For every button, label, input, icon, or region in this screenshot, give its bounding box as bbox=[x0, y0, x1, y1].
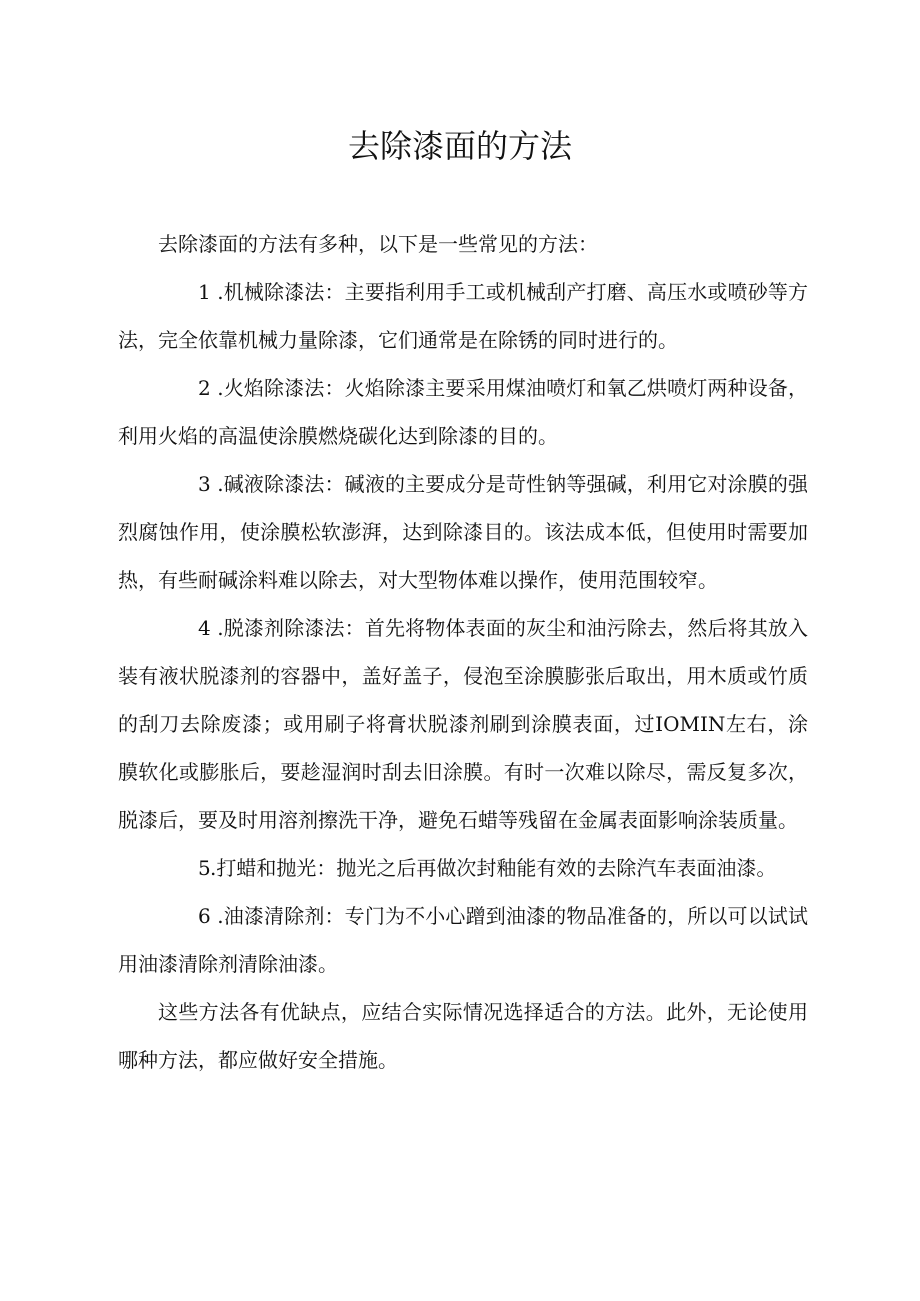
method-item-6 bbox=[118, 892, 808, 988]
item-text: .机械除漆法：主要指利用手工或机械刮产打磨、高压水或喷砂等方法，完全依靠机械力量除漆，它们通常是在除锈的同时进行的。 bbox=[118, 280, 808, 352]
method-item-4 bbox=[118, 604, 808, 844]
item-number: 5 bbox=[198, 856, 211, 880]
item-text: .火焰除漆法：火焰除漆主要采用煤油喷灯和氧乙烘喷灯两种设备，利用火焰的高温使涂膜燃烧碳化达到除漆的目的。 bbox=[118, 376, 808, 448]
document-body bbox=[118, 220, 808, 1084]
method-item-5 bbox=[118, 844, 808, 892]
item-number: 4 bbox=[198, 616, 211, 640]
item-text: .碱液除漆法：碱液的主要成分是苛性钠等强碱，利用它对涂膜的强烈腐蚀作用，使涂膜松软澎湃，达到除漆目的。该法成本低，但使用时需要加热，有些耐碱涂料难以除去，对大型物体难以操作，使用范围较窄。 bbox=[118, 472, 808, 592]
intro-paragraph: 去除漆面的方法有多种，以下是一些常见的方法： bbox=[158, 232, 598, 256]
method-item-1 bbox=[118, 268, 808, 364]
item-text: .打蜡和抛光：抛光之后再做次封釉能有效的去除汽车表面油漆。 bbox=[210, 856, 777, 880]
conclusion-paragraph: 这些方法各有优缺点，应结合实际情况选择适合的方法。此外，无论使用哪种方法，都应做好安全措施。 bbox=[118, 1000, 808, 1072]
method-item-3 bbox=[118, 460, 808, 604]
item-number: 6 bbox=[198, 904, 211, 928]
item-number: 2 bbox=[198, 376, 211, 400]
item-number: 1 bbox=[198, 280, 211, 304]
method-item-2 bbox=[118, 364, 808, 460]
item-number: 3 bbox=[198, 472, 211, 496]
document-title: 去除漆面的方法 bbox=[347, 127, 572, 165]
item-text: .油漆清除剂：专门为不小心蹭到油漆的物品准备的，所以可以试试用油漆清除剂清除油漆。 bbox=[118, 904, 808, 976]
item-text: .脱漆剂除漆法：首先将物体表面的灰尘和油污除去，然后将其放入装有液状脱漆剂的容器中，盖好盖子，侵泡至涂膜膨张后取出，用木质或竹质的刮刀去除废漆；或用刷子将膏状脱漆剂刷到涂膜表面，过IOMIN左右，涂膜软化或膨胀后，要趁湿润时刮去旧涂膜。有时一次难以除尽，需反复多次，脱漆后，要及时用溶剂擦洗干净，避免石蜡等残留在金属表面影响涂装质量。 bbox=[118, 616, 808, 832]
